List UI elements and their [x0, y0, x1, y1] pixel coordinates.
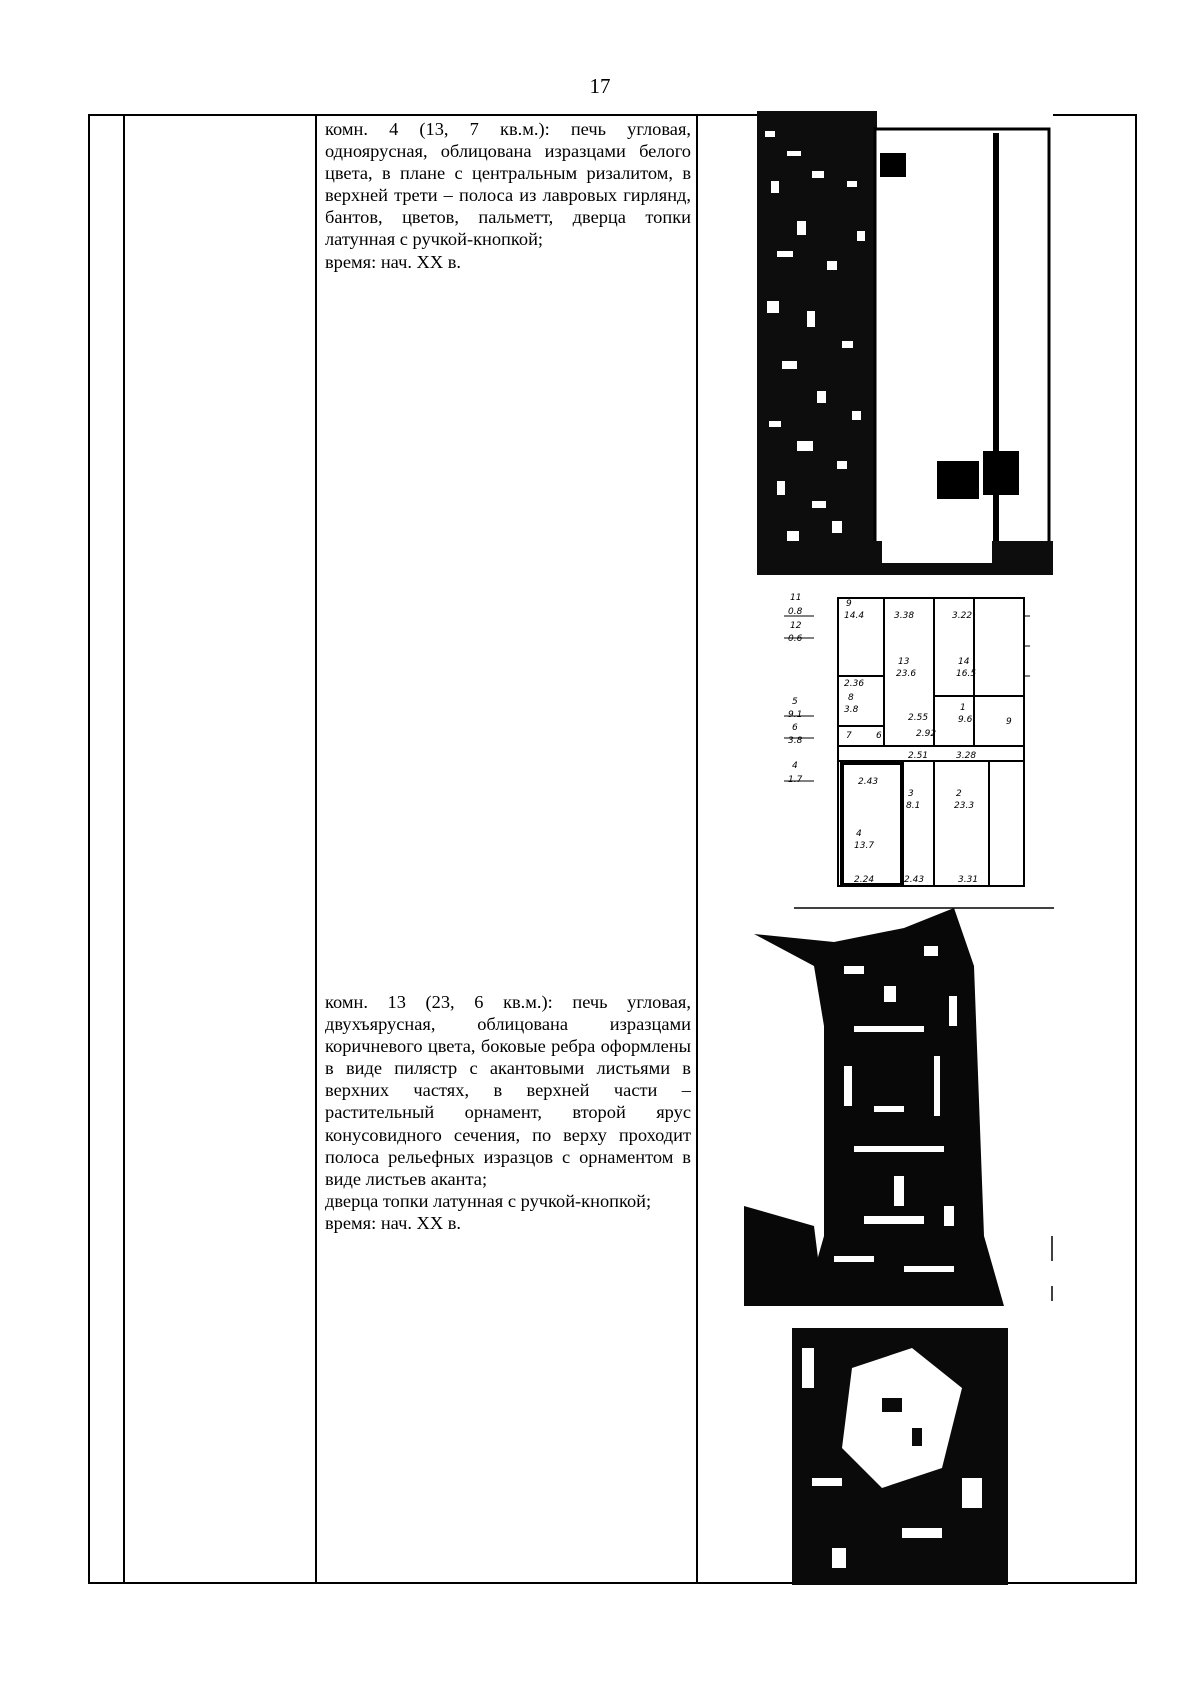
plan-label: 8.1 — [906, 801, 921, 811]
plan-label: 2.36 — [844, 679, 865, 689]
plan-label: 3.31 — [958, 875, 979, 885]
plan-label: 16.5 — [956, 669, 977, 679]
floor-plan — [784, 586, 1030, 896]
plan-label: 1.7 — [788, 775, 803, 785]
stove-photo-detail — [792, 1328, 1008, 1585]
table-column-divider — [123, 116, 125, 1582]
plan-label: 3.28 — [956, 751, 977, 761]
entry-description: комн. 4 (13, 7 кв.м.): печь угловая, одноярусная, облицована изразцами белого цвета, в плане с центральным ризалитом, в верхней трети – полоса из лавровых гирлянд, бантов, цветов, пальметт, дверца топки латунная с ручкой-кнопкой; — [325, 119, 691, 250]
plan-label: 6 — [876, 731, 882, 741]
plan-label: 2.43 — [904, 875, 925, 885]
plan-label: 8 — [848, 693, 854, 703]
plan-label: 3 — [908, 789, 914, 799]
plan-label: 2.43 — [858, 777, 879, 787]
description-column — [325, 116, 691, 1582]
plan-label: 2.24 — [854, 875, 875, 885]
entry-room-13 — [325, 991, 691, 1234]
plan-label: 23.6 — [896, 669, 917, 679]
plan-label: 1 — [960, 703, 966, 713]
plan-label: 14 — [958, 657, 970, 667]
plan-label: 9 — [846, 599, 852, 609]
entry-room-4 — [325, 118, 691, 273]
plan-label: 13.7 — [854, 841, 875, 851]
entry-description: комн. 13 (23, 6 кв.м.): печь угловая, двухъярусная, облицована изразцами коричневого цвета, боковые ребра оформлены в виде пилястр с акантовыми листьями в верхних частях, в верхней части – растительный орнамент, второй ярус конусовидного сечения, по верху проходит полоса рельефных изразцов с орнаментом в виде листьев аканта; — [325, 992, 691, 1189]
entry-time: время: нач. XX в. — [325, 251, 461, 272]
plan-label: 3.22 — [952, 611, 973, 621]
plan-label: 3.8 — [788, 736, 803, 746]
plan-label: 9 — [1006, 717, 1012, 727]
plan-label: 4 — [792, 761, 798, 771]
plan-label: 9.1 — [788, 710, 803, 720]
plan-label: 14.4 — [844, 611, 865, 621]
plan-label: 2.51 — [908, 751, 929, 761]
plan-label: 3.38 — [894, 611, 915, 621]
plan-label: 3.8 — [844, 705, 859, 715]
entry-door: дверца топки латунная с ручкой-кнопкой; — [325, 1190, 652, 1211]
plan-label: 23.3 — [954, 801, 975, 811]
plan-label: 0.6 — [788, 634, 803, 644]
plan-label: 4 — [856, 829, 862, 839]
plan-label: 11 — [790, 593, 802, 603]
stove-photo-white — [757, 111, 1053, 575]
plan-label: 12 — [790, 621, 802, 631]
entry-time: время: нач. XX в. — [325, 1212, 461, 1233]
table-column-divider — [315, 116, 317, 1582]
table-column-divider — [696, 116, 698, 1582]
plan-label: 7 — [846, 731, 852, 741]
plan-label: 5 — [792, 697, 798, 707]
plan-label: 9.6 — [958, 715, 973, 725]
plan-label: 6 — [792, 723, 798, 733]
page-number: 17 — [589, 74, 611, 98]
plan-label: 2.92 — [916, 729, 937, 739]
plan-label: 2 — [956, 789, 962, 799]
plan-label: 0.8 — [788, 607, 803, 617]
inventory-table — [88, 114, 1137, 1584]
plan-label: 13 — [898, 657, 910, 667]
stove-photo-brown — [744, 906, 1064, 1306]
plan-label: 2.55 — [908, 713, 929, 723]
